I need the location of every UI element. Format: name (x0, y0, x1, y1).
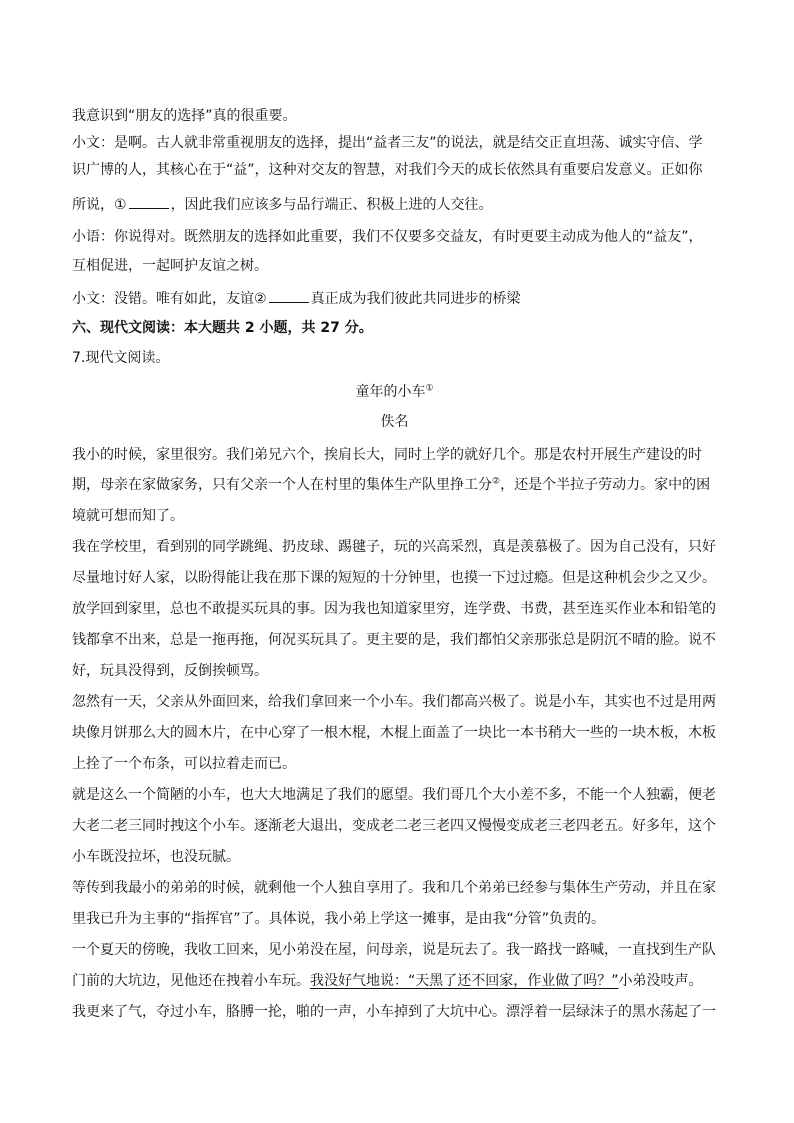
text-segment: ，还是个半拉子劳动力。家中的困 (500, 477, 711, 493)
text-line: 块像月饼那么大的圆木片，在中心穿了一根木棍，木棍上面盖了一块比一本书稍大一些的一块木板，木板 (72, 725, 716, 741)
text-line-with-blank-2 (72, 288, 521, 309)
question-number: 7.现代文阅读。 (72, 350, 170, 366)
text-line: 境就可想而知了。 (72, 508, 184, 524)
text-line: 里我已升为主事的“指挥官”了。具体说，我小弟上学这一摊事，是由我“分管”负责的。 (72, 911, 606, 927)
section-heading: 六、现代文阅读：本大题共 2 小题，共 27 分。 (72, 320, 373, 336)
text-line: 上拴了一个布条，可以拉着走而已。 (72, 756, 296, 772)
article-title-text: 童年的小车 (355, 384, 426, 400)
text-segment: 真正成为我们彼此共同进步的桥梁 (310, 291, 521, 307)
article-title (72, 382, 717, 402)
text-line: 我更来了气，夺过小车，胳膊一抡，啪的一声，小车掉到了大坑中心。漂浮着一层绿沫子的黑水荡起了一 (72, 1004, 716, 1020)
text-line: 大老二老三同时拽这个小车。逐渐老大退出，变成老二老三老四又慢慢变成老三老四老五。好多年，这个 (72, 818, 716, 834)
text-line: 一个夏天的傍晚，我收工回来，见小弟没在屋，问母亲，说是玩去了。我一路找一路喊，一直找到生产队 (72, 942, 716, 958)
text-segment: 小弟没吱声。 (618, 973, 703, 989)
text-line: 忽然有一天，父亲从外面回来，给我们拿回来一个小车。我们都高兴极了。说是小车，其实也不过是用两 (72, 694, 716, 710)
footnote-mark: ② (492, 476, 501, 487)
answer-blank-2 (269, 288, 309, 303)
text-line: 我意识到“朋友的选择”真的很重要。 (72, 108, 297, 124)
text-line (72, 971, 703, 991)
text-segment: 所说，① (72, 197, 127, 213)
text-line: 钱都拿不出来，总是一拖再拖，何况买玩具了。更主要的是，我们都怕父亲那张总是阴沉不晴的脸。说不 (72, 632, 716, 648)
text-line (72, 475, 710, 495)
text-line: 就是这么一个简陋的小车，也大大地满足了我们的愿望。我们哥几个大小差不多，不能一个人独霸，便老 (72, 787, 716, 803)
text-segment: 门前的大坑边，见他还在拽着小车玩。 (72, 973, 310, 989)
text-line-with-blank-1 (72, 194, 493, 215)
text-segment: 期，母亲在家做家务，只有父亲一个人在村里的集体生产队里挣工分 (72, 477, 492, 493)
text-line: 互相促进，一起呵护友谊之树。 (72, 258, 268, 274)
answer-blank-1 (129, 194, 169, 209)
underlined-sentence: 我没好气地说：“天黑了还不回家，作业做了吗？” (310, 973, 619, 989)
text-line: 识广博的人，其核心在于“益”，这种对交友的智慧，对我们今天的成长依然具有重要启发意义。正如你 (72, 162, 703, 178)
text-line: 小车既没拉坏，也没玩腻。 (72, 849, 240, 865)
text-line: 小文：是啊。古人就非常重视朋友的选择，提出“益者三友”的说法，就是结交正直坦荡、诚实守信、学 (72, 135, 703, 151)
text-line: 我在学校里，看到别的同学跳绳、扔皮球、踢毽子，玩的兴高采烈，真是羡慕极了。因为自己没有，只好 (72, 539, 716, 555)
text-line: 尽量地讨好人家，以盼得能让我在那下课的短短的十分钟里，也摸一下过过瘾。但是这种机会少之又少。 (72, 570, 716, 586)
text-segment: 小文：没错。唯有如此，友谊② (72, 291, 267, 307)
article-author: 佚名 (380, 414, 409, 430)
text-line: 等传到我最小的弟弟的时候，就剩他一个人独自享用了。我和几个弟弟已经参与集体生产劳动，并且在家 (72, 880, 716, 896)
text-line: 我小的时候，家里很穷。我们弟兄六个，挨肩长大，同时上学的就好几个。那是农村开展生产建设的时 (72, 447, 702, 463)
text-line: 好，玩具没得到，反倒挨顿骂。 (72, 663, 268, 679)
title-footnote-mark: ① (425, 383, 434, 394)
text-line: 放学回到家里，总也不敢提买玩具的事。因为我也知道家里穷，连学费、书费，甚至连买作业本和铅笔的 (72, 601, 716, 617)
text-line: 小语：你说得对。既然朋友的选择如此重要，我们不仅要多交益友，有时更要主动成为他人的“益友”， (72, 229, 703, 245)
text-segment: ，因此我们应该多与品行端正、积极上进的人交往。 (170, 197, 493, 213)
